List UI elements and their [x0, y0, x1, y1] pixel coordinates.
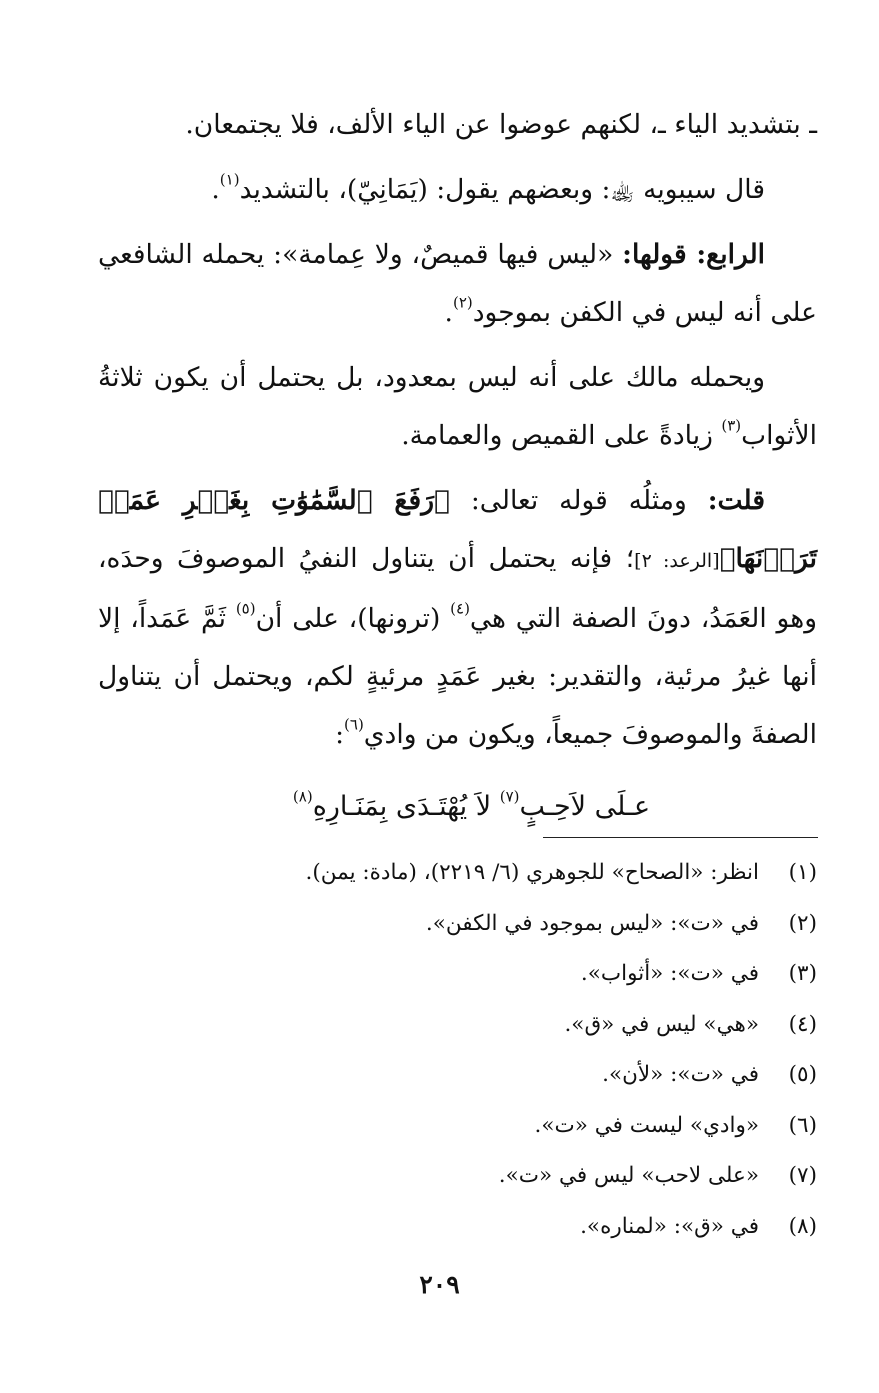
footnote-number: (٢) — [788, 910, 817, 936]
footnote-number: (٥) — [788, 1062, 817, 1087]
paragraph-4 — [98, 349, 817, 465]
footnote-item — [98, 899, 817, 950]
paragraph-text: ويحمله مالك على أنه ليس بمعدود، بل يحتمل أن يكون ثلاثةُ الأثواب — [98, 362, 817, 451]
footnote-divider — [543, 837, 818, 838]
paragraph-lead: الرابع: قولها: — [622, 239, 765, 270]
paragraph-end: : — [335, 719, 345, 750]
paragraph-end: . — [444, 297, 453, 328]
paragraph-text: (ترونها)، على أن — [255, 603, 451, 634]
footnote-marker: (١) — [219, 170, 240, 189]
footnote-number: (٣) — [788, 961, 817, 986]
paragraph-text: «ليس فيها قميصٌ، ولا عِمامة»: يحمله الشافعي على أنه ليس في الكفن بموجود — [98, 239, 817, 328]
paragraph-1 — [98, 96, 817, 154]
footnote-item — [98, 1101, 817, 1152]
footnote-marker: (٨) — [292, 787, 313, 806]
footnote-item — [98, 1202, 817, 1253]
footnote-text: في «ت»: «لأن». — [602, 1062, 759, 1087]
poetry-verse — [98, 778, 817, 836]
footnote-text: في «ق»: «لمناره». — [580, 1213, 759, 1239]
footnote-item — [98, 1151, 817, 1202]
paragraph-3 — [98, 226, 817, 342]
main-text — [98, 96, 817, 836]
footnote-item — [98, 848, 817, 899]
footnote-number: (٦) — [788, 1112, 817, 1138]
footnote-text: في «ت»: «أثواب». — [580, 961, 759, 986]
page-number: ٢٠٩ — [419, 1270, 460, 1299]
footnote-marker: (٤) — [450, 599, 470, 618]
quran-reference: [الرعد: ٢] — [634, 550, 720, 572]
footnotes-list — [98, 848, 817, 1252]
footnote-text: في «ت»: «ليس بموجود في الكفن». — [425, 910, 759, 936]
footnote-number: (٨) — [788, 1213, 817, 1239]
footnote-item — [98, 1000, 817, 1051]
paragraph-lead: قلت: — [707, 485, 765, 516]
footnote-marker: (٢) — [452, 293, 473, 312]
footnote-marker: (٣) — [721, 416, 742, 435]
verse-text: عـلَى لاَحِـبٍ — [519, 791, 651, 822]
footnote-item — [98, 949, 817, 1000]
paragraph-text: ثَمَّ عَمَداً، إلا أنها غيرُ مرئية، والتقدير: بغير عَمَدٍ مرئيةٍ لكم، ويحتمل أن يتناول الصفةَ والموصوفَ جميعاً، ويكون من وادي — [98, 603, 817, 750]
paragraph-end: . — [211, 174, 220, 205]
footnote-text: «وادي» ليست في «ت». — [534, 1112, 759, 1138]
paragraph-5 — [98, 472, 817, 764]
paragraph-end: زيادةً على القميص والعمامة. — [401, 420, 722, 451]
footnote-text: «على لاحب» ليس في «ت». — [498, 1163, 759, 1188]
paragraph-text: ـ بتشديد الياء ـ، لكنهم عوضوا عن الياء الألف، فلا يجتمعان. — [185, 109, 817, 140]
paragraph-text: قال سيبويه ﵀: وبعضهم يقول: (يَمَانِيّ)، بالتشديد — [239, 174, 765, 205]
footnote-text: انظر: «الصحاح» للجوهري (٦/ ٢٢١٩)، (مادة: يمن). — [305, 860, 759, 885]
paragraph-2 — [98, 161, 817, 219]
footnote-number: (٤) — [788, 1011, 817, 1037]
footnote-number: (١) — [788, 860, 817, 885]
paragraph-text: ؛ فإنه يحتمل أن يتناول النفيُ الموصوفَ وحدَه، وهو العَمَدُ، دونَ الصفة التي هي — [98, 543, 817, 634]
paragraph-text: ومثلُه قوله تعالى: — [449, 485, 708, 516]
footnote-item — [98, 1050, 817, 1101]
footnote-marker: (٦) — [344, 715, 364, 734]
footnote-marker: (٥) — [235, 599, 256, 618]
verse-text: لاَ يُهْتَـدَى بِمَنَـارِهِ — [312, 791, 500, 822]
footnote-number: (٧) — [788, 1163, 817, 1188]
quran-verse: ﴿رَفَعَ ٱلسَّمَٰوَٰتِ بِغَيۡرِ عَمَدٖ تَرَوۡنَهَا﴾ — [98, 485, 818, 574]
footnote-marker: (٧) — [499, 787, 520, 806]
footnote-text: «هي» ليس في «ق». — [564, 1011, 759, 1037]
